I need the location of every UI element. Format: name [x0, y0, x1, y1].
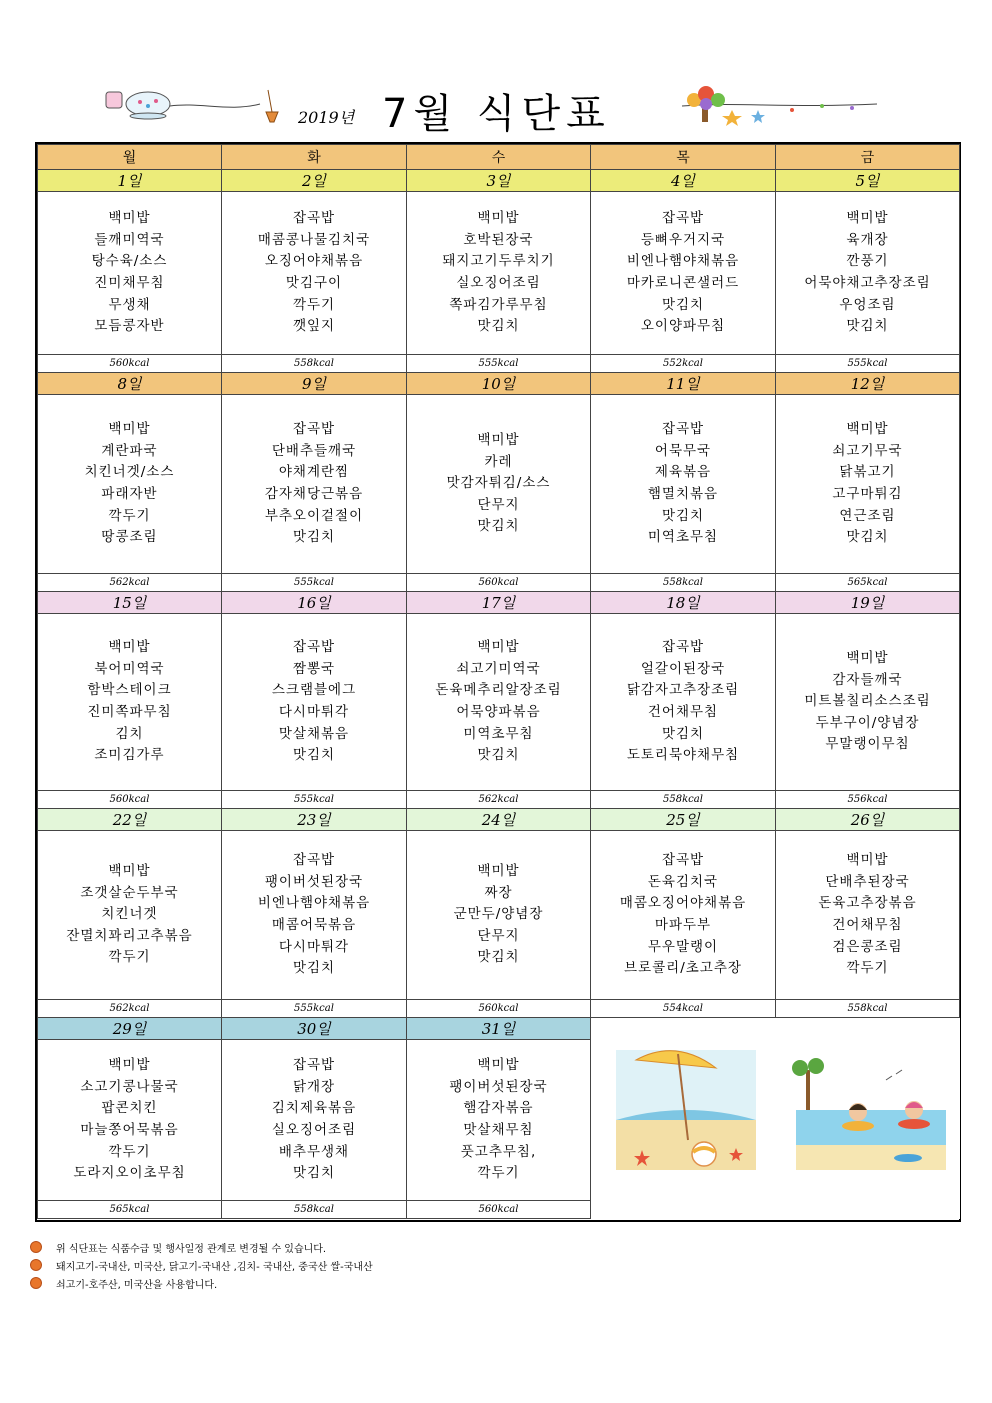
menu-item: 다시마튀각 — [278, 938, 350, 955]
menu-item: 팝콘치킨 — [101, 1100, 158, 1117]
date-cell: 19일 — [776, 592, 960, 614]
page-title: 7월 식단표 — [382, 91, 611, 137]
menu-item: 진미쪽파무침 — [87, 704, 172, 720]
menu-item: 잡곡밥 — [292, 421, 336, 438]
kcal-cell: 560kcal — [407, 574, 591, 592]
date-cell: 31일 — [407, 1018, 591, 1040]
kcal-cell: 558kcal — [591, 791, 776, 809]
teacup-decoration-icon — [100, 82, 290, 132]
menu-item: 잡곡밥 — [661, 421, 705, 438]
date-cell: 9일 — [222, 373, 407, 395]
menu-item: 백미밥 — [477, 1057, 520, 1074]
menu-item: 감자채당근볶음 — [264, 486, 364, 502]
menu-cell — [38, 831, 222, 1000]
date-cell: 23일 — [222, 809, 407, 831]
menu-item: 들깨미역국 — [94, 231, 165, 248]
menu-item: 얼갈이된장국 — [640, 660, 726, 677]
menu-item: 잔멸치꽈리고추볶음 — [66, 927, 193, 944]
menu-item: 맛김치 — [477, 518, 520, 535]
note-item — [30, 1256, 630, 1274]
date-cell: 30일 — [222, 1018, 407, 1040]
orange-bullet-icon — [30, 1241, 42, 1253]
menu-item: 맛김치 — [846, 529, 889, 546]
menu-item: 풋고추무침, — [460, 1143, 537, 1160]
menu-item: 깍두기 — [108, 507, 151, 524]
menu-item: 깍두기 — [108, 1143, 151, 1160]
menu-cell — [407, 614, 591, 791]
menu-item: 잡곡밥 — [292, 1057, 336, 1074]
menu-item: 팽이버섯된장국 — [449, 1078, 548, 1095]
menu-item: 잡곡밥 — [292, 210, 336, 227]
menu-cell — [38, 614, 222, 791]
menu-item: 파래자반 — [101, 486, 158, 502]
menu-cell — [222, 614, 407, 791]
menu-item: 두부구이/양념장 — [815, 714, 920, 731]
menu-item: 부추오이겉절이 — [264, 507, 364, 524]
date-cell: 5일 — [776, 170, 960, 192]
menu-item: 맛김구이 — [285, 275, 343, 291]
menu-item: 맛김치 — [477, 949, 520, 966]
menu-item: 잡곡밥 — [661, 639, 705, 656]
menu-item: 무생채 — [108, 296, 151, 313]
menu-item: 매콤어묵볶음 — [271, 917, 357, 933]
kcal-cell: 556kcal — [776, 791, 960, 809]
weekday-header: 금 — [776, 145, 960, 170]
kcal-cell: 558kcal — [776, 1000, 960, 1018]
page-header — [0, 0, 992, 140]
kcal-row — [38, 574, 960, 592]
kcal-cell: 565kcal — [38, 1201, 222, 1219]
date-cell: 2일 — [222, 170, 407, 192]
menu-item: 김치 — [115, 725, 144, 742]
year-label: 2019년 — [298, 108, 355, 127]
menu-item: 비엔나햄야채볶음 — [257, 895, 371, 912]
menu-cell — [776, 614, 960, 791]
menu-item: 깐풍기 — [846, 253, 889, 270]
menu-item: 백미밥 — [846, 421, 889, 438]
date-cell: 26일 — [776, 809, 960, 831]
menu-cell — [38, 395, 222, 574]
menu-row — [38, 831, 960, 1000]
menu-item: 깍두기 — [846, 960, 889, 977]
menu-item: 어묵양파볶음 — [456, 704, 541, 720]
menu-item: 제육볶음 — [654, 464, 712, 481]
date-cell: 18일 — [591, 592, 776, 614]
menu-item: 잡곡밥 — [661, 852, 705, 869]
date-cell: 12일 — [776, 373, 960, 395]
menu-item: 닭볶고기 — [839, 464, 896, 481]
menu-item: 백미밥 — [846, 852, 889, 869]
menu-item: 비엔나햄야채볶음 — [626, 253, 740, 270]
kcal-cell: 562kcal — [407, 791, 591, 809]
notes-section — [30, 1238, 630, 1292]
menu-item: 실오징어조림 — [271, 1122, 357, 1138]
menu-item: 호박된장국 — [463, 231, 534, 248]
menu-item: 깍두기 — [108, 949, 151, 966]
menu-row — [38, 614, 960, 791]
menu-item: 치킨너겟/소스 — [84, 464, 175, 481]
weekday-header-row — [38, 145, 960, 170]
date-cell: 17일 — [407, 592, 591, 614]
menu-item: 닭개장 — [292, 1078, 336, 1095]
menu-cell — [222, 1040, 407, 1201]
menu-item: 백미밥 — [477, 432, 520, 449]
menu-item: 다시마튀각 — [278, 704, 350, 720]
menu-item: 우엉조림 — [839, 296, 896, 313]
menu-cell — [222, 831, 407, 1000]
menu-item: 짜장 — [484, 884, 513, 901]
menu-item: 미역초무침 — [647, 529, 719, 546]
menu-item: 매콤콩나물김치국 — [257, 231, 371, 248]
menu-item: 팽이버섯된장국 — [264, 873, 364, 890]
menu-cell — [407, 831, 591, 1000]
menu-item: 치킨너겟 — [101, 906, 158, 923]
menu-item: 맛김치 — [292, 960, 336, 977]
date-row — [38, 1018, 960, 1040]
menu-item: 미트볼칠리소스조림 — [804, 693, 931, 710]
kcal-cell: 552kcal — [591, 355, 776, 373]
menu-cell — [776, 395, 960, 574]
menu-item: 백미밥 — [846, 650, 889, 667]
date-cell: 4일 — [591, 170, 776, 192]
kcal-cell: 554kcal — [591, 1000, 776, 1018]
note-item — [30, 1238, 630, 1256]
menu-item: 무말랭이무침 — [825, 736, 910, 753]
kcal-cell: 565kcal — [776, 574, 960, 592]
menu-item: 모듬콩자반 — [94, 318, 165, 335]
kcal-cell: 558kcal — [222, 1201, 407, 1219]
menu-item: 맛김치 — [292, 529, 336, 546]
menu-item: 마카로니콘샐러드 — [626, 275, 740, 291]
menu-item: 쪽파김가루무침 — [449, 296, 548, 313]
date-cell: 25일 — [591, 809, 776, 831]
menu-item: 백미밥 — [108, 863, 151, 880]
menu-item: 건어채무침 — [832, 917, 903, 933]
menu-item: 백미밥 — [477, 863, 520, 880]
note-text: 위 식단표는 식품수급 및 행사일정 관계로 변경될 수 있습니다. — [56, 1243, 327, 1255]
menu-item: 맛감자튀김/소스 — [446, 475, 551, 492]
menu-item: 쇠고기미역국 — [456, 660, 541, 677]
menu-item: 마늘쫑어묵볶음 — [80, 1122, 179, 1138]
menu-item: 감자들깨국 — [832, 671, 903, 688]
kcal-cell: 562kcal — [38, 1000, 222, 1018]
menu-item: 맛김치 — [477, 318, 520, 335]
menu-item: 매콤오징어야채볶음 — [619, 895, 747, 912]
kcal-cell: 560kcal — [38, 791, 222, 809]
menu-item: 등뼈우거지국 — [640, 231, 726, 248]
kcal-cell: 555kcal — [222, 1000, 407, 1018]
menu-item: 돈육고추장볶음 — [818, 895, 917, 912]
menu-item: 육개장 — [846, 231, 889, 248]
menu-item: 맛살채볶음 — [278, 725, 350, 742]
menu-item: 마파두부 — [654, 917, 712, 933]
menu-item: 백미밥 — [108, 639, 151, 656]
date-cell: 15일 — [38, 592, 222, 614]
menu-item: 스크램블에그 — [271, 682, 357, 699]
menu-cell — [591, 831, 776, 1000]
menu-item: 백미밥 — [108, 421, 151, 438]
menu-item: 맛김치 — [846, 318, 889, 335]
menu-item: 탕수육/소스 — [91, 253, 168, 270]
menu-item: 오징어야채볶음 — [264, 253, 364, 270]
menu-cell — [776, 831, 960, 1000]
menu-item: 오이양파무침 — [640, 318, 726, 335]
menu-item: 검은콩조림 — [832, 938, 903, 955]
date-cell: 29일 — [38, 1018, 222, 1040]
date-cell: 10일 — [407, 373, 591, 395]
kcal-cell: 560kcal — [407, 1000, 591, 1018]
menu-item: 어묵무국 — [654, 442, 712, 459]
menu-cell — [591, 395, 776, 574]
menu-item: 잡곡밥 — [292, 639, 336, 656]
kcal-row — [38, 1000, 960, 1018]
date-row — [38, 592, 960, 614]
kcal-cell: 562kcal — [38, 574, 222, 592]
menu-row — [38, 192, 960, 355]
menu-item: 땅콩조림 — [101, 529, 158, 546]
date-cell: 3일 — [407, 170, 591, 192]
kcal-cell: 555kcal — [222, 574, 407, 592]
kcal-cell: 558kcal — [222, 355, 407, 373]
date-cell: 22일 — [38, 809, 222, 831]
menu-item: 맛살채무침 — [463, 1122, 534, 1138]
note-text: 돼지고기-국내산, 미국산, 닭고기-국내산 ,김치- 국내산, 중국산 쌀-국내산 — [56, 1261, 373, 1273]
menu-item: 계란파국 — [101, 442, 158, 459]
menu-cell — [591, 192, 776, 355]
kcal-row — [38, 355, 960, 373]
menu-item: 잡곡밥 — [292, 852, 336, 869]
menu-cell — [38, 1040, 222, 1201]
tree-vine-decoration-icon — [672, 80, 882, 130]
menu-item: 단배추들깨국 — [271, 442, 357, 459]
menu-item: 깻잎지 — [292, 318, 336, 335]
menu-item: 맛김치 — [661, 725, 705, 742]
menu-cell — [407, 395, 591, 574]
menu-item: 맛김치 — [661, 507, 705, 524]
menu-item: 북어미역국 — [94, 660, 165, 677]
menu-item: 김치제육볶음 — [271, 1100, 357, 1117]
menu-cell — [38, 192, 222, 355]
menu-item: 도토리묵야채무침 — [626, 747, 740, 764]
weekday-header: 수 — [407, 145, 591, 170]
menu-item: 단배추된장국 — [825, 873, 910, 890]
menu-cell — [591, 614, 776, 791]
note-item — [30, 1274, 630, 1292]
summer-beach-illustrations — [596, 1040, 956, 1180]
menu-item: 조갯살순두부국 — [80, 884, 179, 901]
menu-item: 햄감자볶음 — [463, 1100, 534, 1117]
menu-item: 도라지오이초무침 — [73, 1165, 186, 1182]
note-text: 쇠고기-호주산, 미국산을 사용합니다. — [56, 1279, 218, 1291]
menu-item: 브로콜리/초고추장 — [624, 960, 742, 977]
menu-item: 돈육김치국 — [647, 873, 719, 890]
menu-item: 카레 — [484, 453, 513, 470]
date-cell: 11일 — [591, 373, 776, 395]
menu-item: 햄멸치볶음 — [647, 486, 719, 502]
menu-item: 조미김가루 — [94, 747, 165, 764]
date-row — [38, 373, 960, 395]
menu-item: 깍두기 — [292, 296, 336, 313]
menu-item: 백미밥 — [477, 639, 520, 656]
menu-item: 연근조림 — [839, 507, 896, 524]
menu-item: 무우말랭이 — [647, 938, 719, 955]
menu-item: 야채계란찜 — [278, 464, 350, 481]
menu-item: 함박스테이크 — [87, 682, 172, 699]
menu-cell — [407, 1040, 591, 1201]
kcal-row — [38, 791, 960, 809]
menu-cell — [407, 192, 591, 355]
menu-item: 배추무생채 — [278, 1143, 350, 1160]
weekday-header: 목 — [591, 145, 776, 170]
date-cell: 24일 — [407, 809, 591, 831]
menu-cell — [222, 192, 407, 355]
date-cell: 16일 — [222, 592, 407, 614]
menu-item: 실오징어조림 — [456, 275, 541, 291]
menu-item: 건어채무침 — [647, 704, 719, 720]
menu-row — [38, 395, 960, 574]
beach-umbrella-icon — [616, 1050, 756, 1170]
menu-item: 맛김치 — [292, 1165, 336, 1182]
menu-item: 백미밥 — [846, 210, 889, 227]
date-cell: 1일 — [38, 170, 222, 192]
orange-bullet-icon — [30, 1277, 42, 1289]
menu-item: 백미밥 — [108, 1057, 151, 1074]
kcal-cell: 555kcal — [407, 355, 591, 373]
menu-item: 소고기콩나물국 — [80, 1078, 179, 1095]
menu-item: 깍두기 — [477, 1165, 520, 1182]
kids-swimming-icon — [792, 1058, 946, 1170]
kcal-cell: 560kcal — [38, 355, 222, 373]
orange-bullet-icon — [30, 1259, 42, 1271]
weekday-header: 화 — [222, 145, 407, 170]
menu-item: 단무지 — [477, 927, 520, 944]
kcal-cell: 555kcal — [222, 791, 407, 809]
menu-item: 백미밥 — [108, 210, 151, 227]
menu-item: 진미채무침 — [94, 275, 165, 291]
menu-item: 돈육메추리알장조림 — [435, 682, 562, 699]
menu-cell — [222, 395, 407, 574]
menu-item: 군만두/양념장 — [453, 906, 544, 923]
kcal-cell: 558kcal — [591, 574, 776, 592]
kcal-cell: 560kcal — [407, 1201, 591, 1219]
menu-item: 어묵야채고추장조림 — [804, 275, 931, 291]
menu-item: 미역초무침 — [463, 725, 534, 742]
menu-item: 짬뽕국 — [292, 660, 336, 677]
kcal-cell: 555kcal — [776, 355, 960, 373]
menu-item: 쇠고기무국 — [832, 442, 903, 459]
date-row — [38, 809, 960, 831]
date-cell: 8일 — [38, 373, 222, 395]
menu-item: 맛김치 — [292, 747, 336, 764]
menu-item: 닭감자고추장조림 — [626, 682, 740, 699]
menu-cell — [776, 192, 960, 355]
menu-item: 맛김치 — [661, 296, 705, 313]
menu-item: 단무지 — [477, 496, 520, 513]
menu-item: 맛김치 — [477, 747, 520, 764]
weekday-header: 월 — [38, 145, 222, 170]
menu-item: 백미밥 — [477, 210, 520, 227]
menu-item: 잡곡밥 — [661, 210, 705, 227]
menu-item: 돼지고기두루치기 — [442, 253, 555, 270]
date-row — [38, 170, 960, 192]
menu-item: 고구마튀김 — [832, 486, 903, 502]
